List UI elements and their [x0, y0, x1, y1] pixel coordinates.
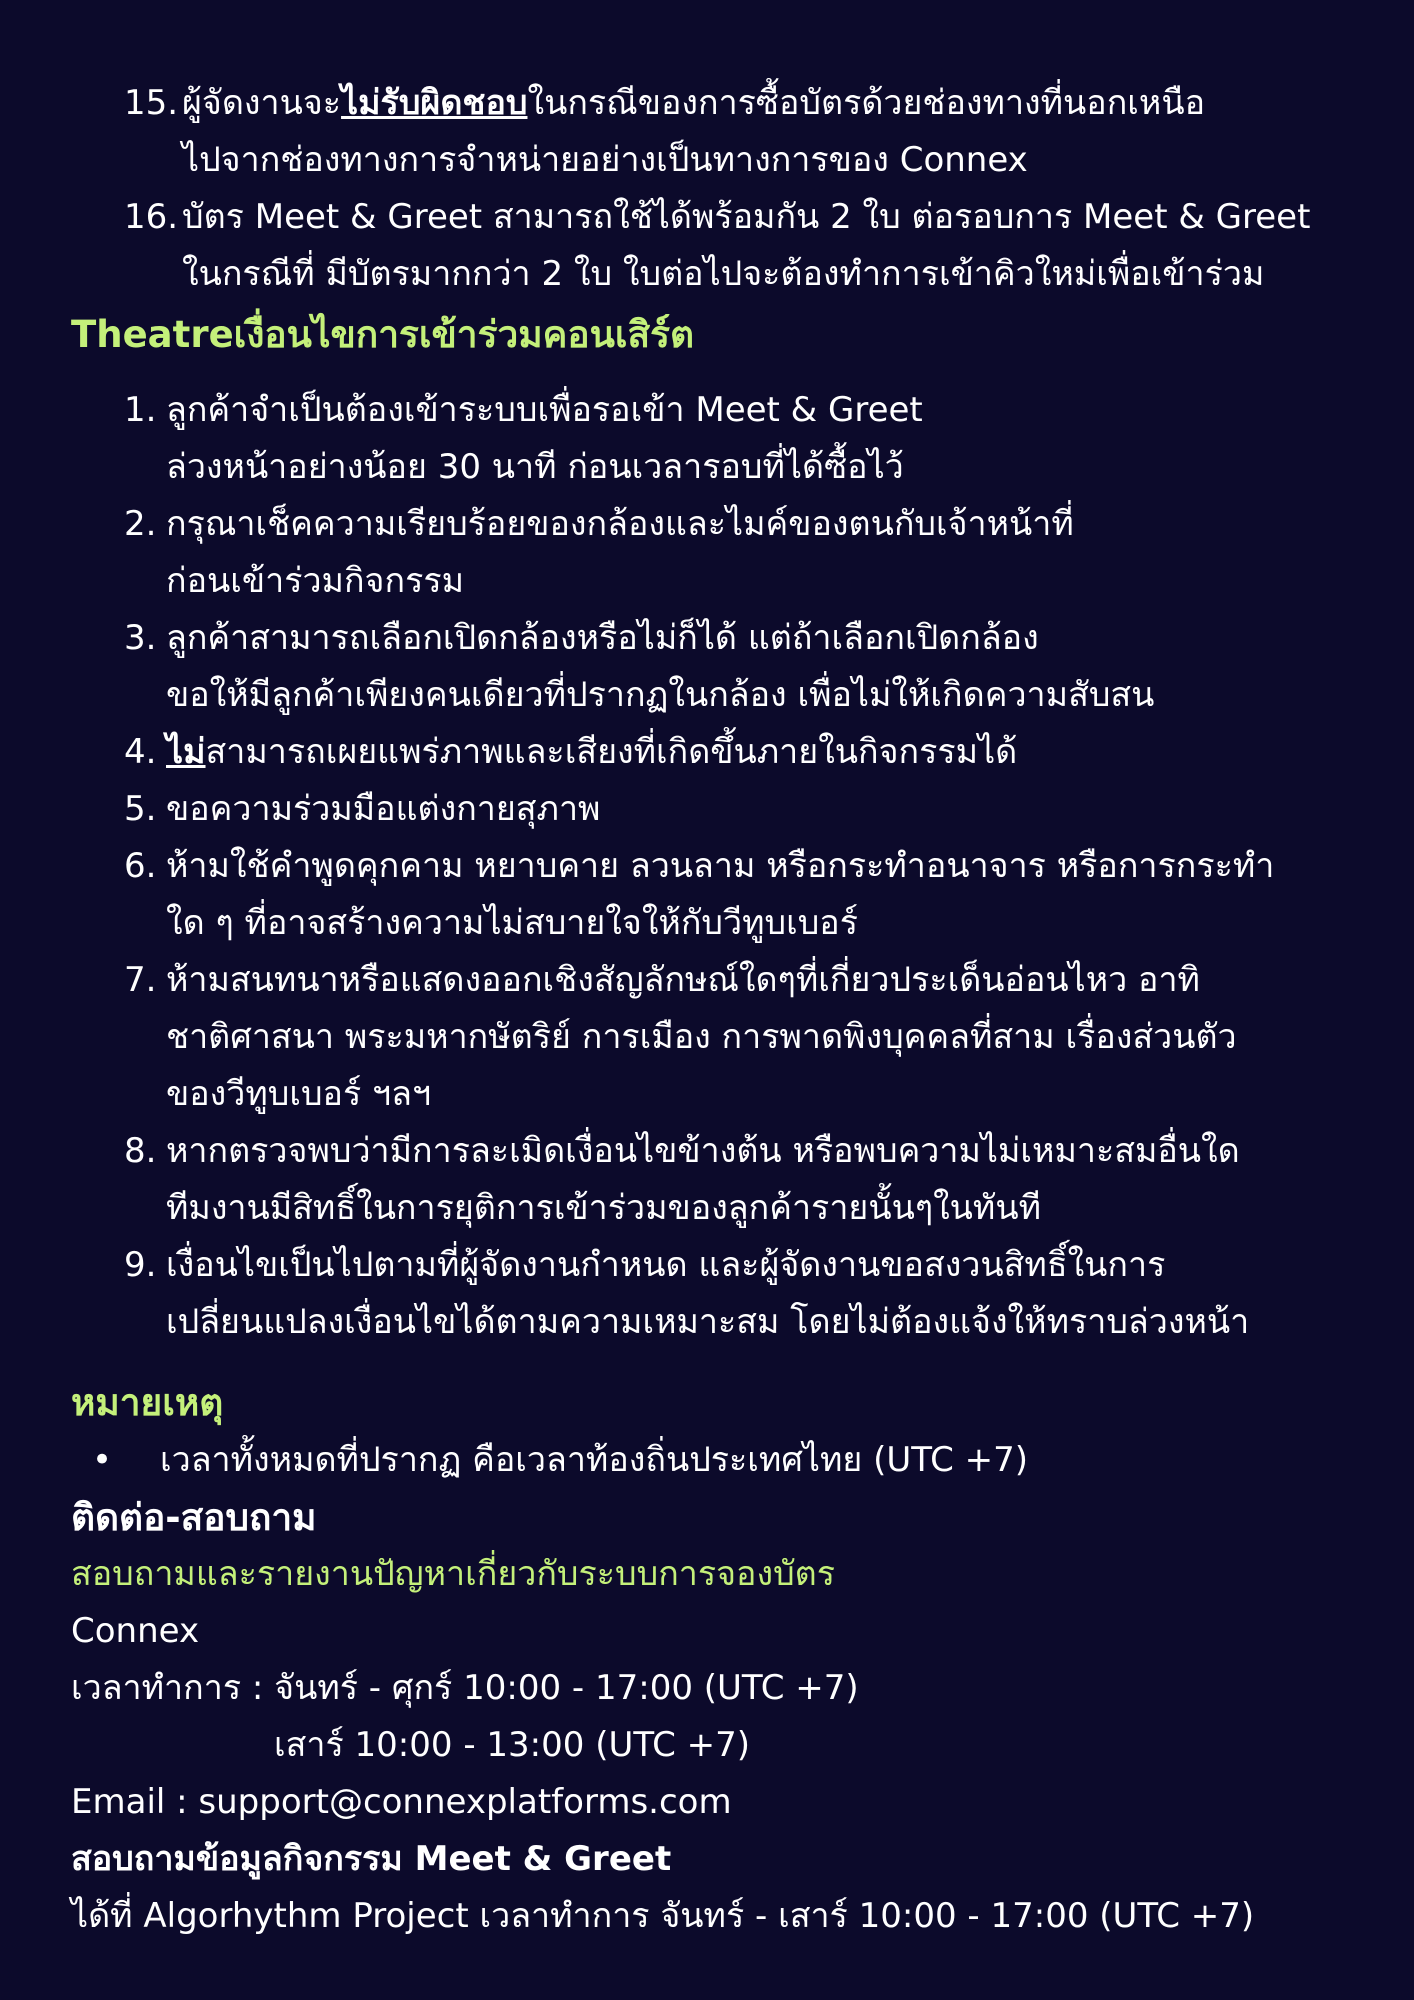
- item-text: บัตร Meet & Greet สามารถใช้ได้พร้อมกัน 2 ใบ ต่อรอบการ Meet & Greet: [182, 197, 1311, 237]
- list-item: [124, 838, 1394, 952]
- item-text: ชาติศาสนา พระมหากษัตริย์ การเมือง การพาดพิงบุคคลที่สาม เรื่องส่วนตัว: [166, 1017, 1237, 1057]
- company-name: Connex: [71, 1611, 200, 1651]
- item-text: ขอให้มีลูกค้าเพียงคนเดียวที่ปรากฏในกล้อง เพื่อไม่ให้เกิดความสับสน: [166, 675, 1155, 715]
- item-number: 4.: [124, 732, 157, 772]
- item-number: 9.: [124, 1245, 157, 1285]
- item-text: ในกรณีของการซื้อบัตรด้วยช่องทางที่นอกเหนือ: [527, 83, 1205, 123]
- contact-heading: ติดต่อ-สอบถาม: [71, 1496, 317, 1539]
- item-text: ทีมงานมีสิทธิ์ในการยุติการเข้าร่วมของลูกค้ารายนั้นๆในทันที: [166, 1188, 1041, 1228]
- conditions-list: [124, 382, 1394, 1351]
- theatre-heading: Theatreเงื่อนไขการเข้าร่วมคอนเสิร์ต: [71, 313, 695, 356]
- business-hours-saturday: เสาร์ 10:00 - 13:00 (UTC +7): [274, 1725, 751, 1765]
- list-item: [124, 1237, 1394, 1351]
- list-item: [124, 1123, 1394, 1237]
- item-number: 1.: [124, 390, 157, 430]
- item-number: 5.: [124, 789, 157, 829]
- item-text: ในกรณีที่ มีบัตรมากกว่า 2 ใบ ใบต่อไปจะต้องทำการเข้าคิวใหม่เพื่อเข้าร่วม: [182, 254, 1265, 294]
- item-text: ใด ๆ ที่อาจสร้างความไม่สบายใจให้กับวีทูบเบอร์: [166, 903, 858, 943]
- item-text: ก่อนเข้าร่วมกิจกรรม: [166, 561, 464, 601]
- list-item: [124, 724, 1394, 781]
- emphasis-text: ไม่: [166, 732, 206, 772]
- bullet-icon: •: [92, 1440, 113, 1480]
- item-text: ลูกค้าจำเป็นต้องเข้าระบบเพื่อรอเข้า Meet & Greet: [166, 390, 923, 430]
- meet-greet-contact: ได้ที่ Algorhythm Project เวลาทำการ จันทร์ - เสาร์ 10:00 - 17:00 (UTC +7): [71, 1896, 1255, 1936]
- list-item: [124, 189, 1394, 303]
- list-item: [124, 496, 1394, 610]
- item-number: 16.: [124, 197, 179, 237]
- item-text: สามารถเผยแพร่ภาพและเสียงที่เกิดขึ้นภายในกิจกรรมได้: [205, 732, 1018, 772]
- item-text: ห้ามใช้คำพูดคุกคาม หยาบคาย ลวนลาม หรือกระทำอนาจาร หรือการกระทำ: [166, 846, 1275, 886]
- list-item: [124, 382, 1394, 496]
- list-item: [124, 75, 1394, 189]
- item-text: หากตรวจพบว่ามีการละเมิดเงื่อนไขข้างต้น หรือพบความไม่เหมาะสมอื่นใด: [166, 1131, 1240, 1171]
- list-item: [124, 952, 1394, 1123]
- item-number: 6.: [124, 846, 157, 886]
- item-text: ล่วงหน้าอย่างน้อย 30 นาที ก่อนเวลารอบที่ได้ซื้อไว้: [166, 447, 904, 487]
- item-text: ลูกค้าสามารถเลือกเปิดกล้องหรือไม่ก็ได้ แต่ถ้าเลือกเปิดกล้อง: [166, 618, 1039, 658]
- contact-email[interactable]: Email : support@connexplatforms.com: [71, 1782, 732, 1822]
- list-item: [124, 610, 1394, 724]
- item-text: ของวีทูบเบอร์ ฯลฯ: [166, 1074, 432, 1114]
- list-item: [124, 781, 1394, 838]
- item-text: กรุณาเช็คความเรียบร้อยของกล้องและไมค์ของตนกับเจ้าหน้าที่: [166, 504, 1074, 544]
- item-text: ขอความร่วมมือแต่งกายสุภาพ: [166, 789, 601, 829]
- business-hours: เวลาทำการ : จันทร์ - ศุกร์ 10:00 - 17:00 (UTC +7): [71, 1668, 859, 1708]
- item-number: 8.: [124, 1131, 157, 1171]
- item-number: 2.: [124, 504, 157, 544]
- remark-heading: หมายเหตุ: [71, 1381, 224, 1424]
- item-line: [166, 724, 1394, 781]
- item-text: ไปจากช่องทางการจำหน่ายอย่างเป็นทางการของ Connex: [182, 140, 1028, 180]
- item-number: 7.: [124, 960, 157, 1000]
- item-text: ผู้จัดงานจะ: [182, 83, 342, 123]
- notes-top-list: [124, 75, 1394, 303]
- item-number: 3.: [124, 618, 157, 658]
- item-text: เงื่อนไขเป็นไปตามที่ผู้จัดงานกำหนด และผู้จัดงานขอสงวนสิทธิ์ในการ: [166, 1245, 1166, 1285]
- item-number: 15.: [124, 83, 179, 123]
- meet-greet-heading: สอบถามข้อมูลกิจกรรม Meet & Greet: [71, 1839, 672, 1879]
- item-text: ห้ามสนทนาหรือแสดงออกเชิงสัญลักษณ์ใดๆที่เกี่ยวประเด็นอ่อนไหว อาทิ: [166, 960, 1200, 1000]
- item-text: เปลี่ยนแปลงเงื่อนไขได้ตามความเหมาะสม โดยไม่ต้องแจ้งให้ทราบล่วงหน้า: [166, 1302, 1250, 1342]
- contact-subheading: สอบถามและรายงานปัญหาเกี่ยวกับระบบการจองบัตร: [71, 1554, 836, 1594]
- emphasis-text: ไม่รับผิดชอบ: [341, 83, 528, 123]
- remark-text: เวลาทั้งหมดที่ปรากฏ คือเวลาท้องถิ่นประเทศไทย (UTC +7): [160, 1440, 1029, 1480]
